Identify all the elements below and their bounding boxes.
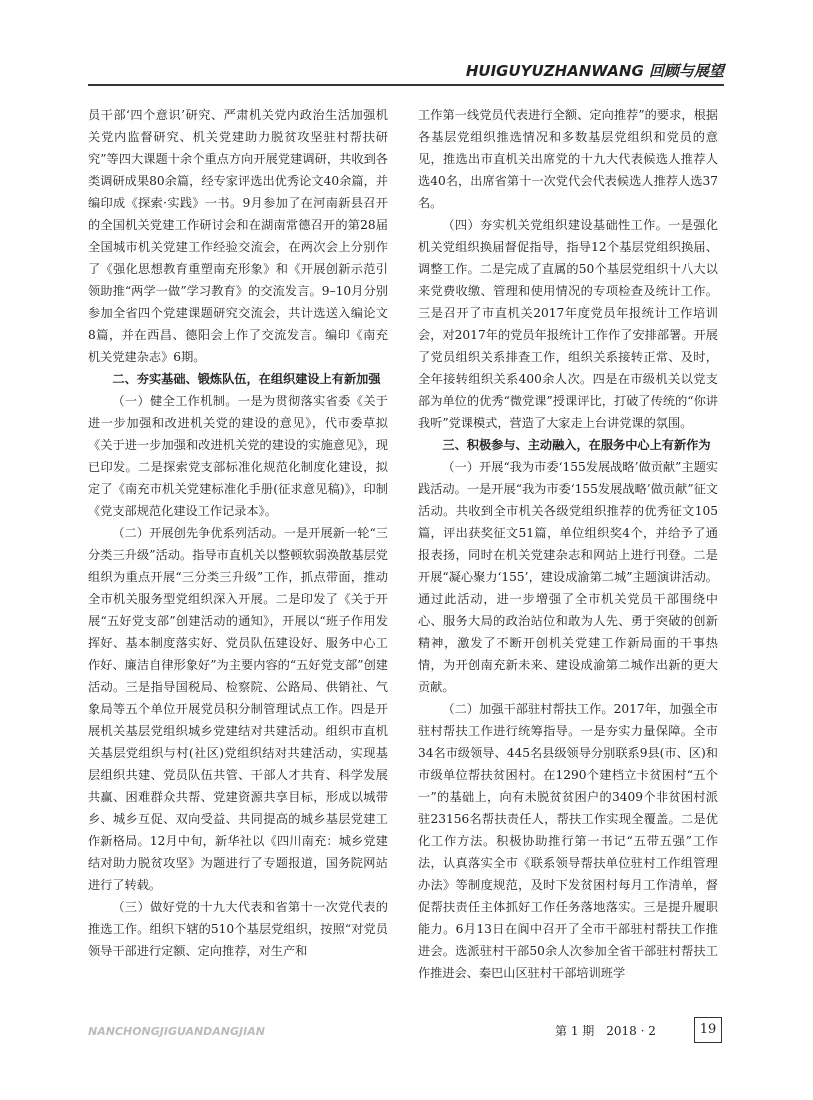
page-header xyxy=(88,56,724,88)
paragraph: （一）开展“我为市委‘155发展战略’做贡献”主题实践活动。一是开展“我为市委‘155发展战略’做贡献”征文活动。共收到全市机关各级党组织推荐的优秀征文105篇，评出获奖征文51篇，单位组织奖4个，并给予了通报表扬，同时在机关党建杂志和网站上进行刊登。二是开展“凝心聚力‘155’，建设成渝第二城”主题演讲活动。通过此活动，进一步增强了全市机关党员干部围绕中心、服务大局的政治站位和敢为人先、勇于突破的创新精神，激发了不断开创机关党建工作新局面的干事热情，为开创南充新未来、建设成渝第二城作出新的更大贡献。 xyxy=(418,460,718,694)
page-number: 19 xyxy=(694,1017,722,1043)
paragraph: （一）健全工作机制。一是为贯彻落实省委《关于进一步加强和改进机关党的建设的意见》，代市委草拟《关于进一步加强和改进机关党的建设的实施意见》，现已印发。二是探索党支部标准化规范化制度化建设，拟定了《南充市机关党建标准化手册(征求意见稿)》，印制《党支部规范化建设工作记录本》。 xyxy=(88,394,388,518)
section-heading: 三、积极参与、主动融入，在服务中心上有新作为 xyxy=(442,438,711,452)
paragraph-continued: 工作第一线党员代表进行全额、定向推荐”的要求，根据各基层党组织推选情况和多数基层党组织和党员的意见，推选出市直机关出席党的十九大代表候选人推荐人选40名，出席省第十一次党代会代表候选人推荐人选37名。 xyxy=(418,108,718,210)
paragraph: （二）加强干部驻村帮扶工作。2017年，加强全市驻村帮扶工作进行统筹指导。一是夯实力量保障。全市34名市级领导、445名县级领导分别联系9县(市、区)和市级单位帮扶贫困村。在1290个建档立卡贫困村“五个一”的基础上，向有未脱贫贫困户的3409个非贫困村派驻23156名帮扶责任人，帮扶工作实现全覆盖。二是优化工作方法。积极协助推行第一书记“五带五强”工作法，认真落实全市《联系领导帮扶单位驻村工作组管理办法》等制度规范，及时下发贫困村每月工作清单，督促帮扶责任主体抓好工作任务落地落实。三是提升履职能力。6月13日在阆中召开了全市干部驻村帮扶工作推进会。选派驻村干部50余人次参加全省干部驻村帮扶工作推进会、秦巴山区驻村干部培训班学 xyxy=(418,702,718,980)
right-column xyxy=(418,104,718,1054)
header-rule xyxy=(88,84,724,86)
section-heading: 二、夯实基础、锻炼队伍，在组织建设上有新加强 xyxy=(112,372,381,386)
issue-info: 第 1 期 2018 · 2 xyxy=(555,1024,656,1038)
journal-name: NANCHONGJIGUANDANGJIAN xyxy=(88,1025,265,1038)
left-column xyxy=(88,104,388,1054)
paragraph: （二）开展创先争优系列活动。一是开展新一轮“三分类三升级”活动。指导市直机关以整顿软弱涣散基层党组织为重点开展“三分类三升级”工作，抓点带面，推动全市机关服务型党组织深入开展。二是印发了《关于开展“五好党支部”创建活动的通知》，开展以“班子作用发挥好、基本制度落实好、党员队伍建设好、服务中心工作好、廉洁自律形象好”为主要内容的“五好党支部”创建活动。三是指导国税局、检察院、公路局、供销社、气象局等五个单位开展党员积分制管理试点工作。四是开展机关基层党组织城乡党建结对共建活动。组织市直机关基层党组织与村(社区)党组织结对共建活动，实现基层组织共建、党员队伍共管、干部人才共育、科学发展共赢、困难群众共帮、党建资源共享目标，形成以城带乡、城乡互促、双向受益、共同提高的城乡基层党建工作新格局。12月中旬，新华社以《四川南充：城乡党建结对助力脱贫攻坚》为题进行了专题报道，国务院网站进行了转载。 xyxy=(88,526,388,892)
paragraph: （四）夯实机关党组织建设基础性工作。一是强化机关党组织换届督促指导，指导12个基层党组织换届、调整工作。二是完成了直属的50个基层党组织十八大以来党费收缴、管理和使用情况的专项检查及统计工作。三是召开了市直机关2017年度党员年报统计工作培训会，对2017年的党员年报统计工作作了安排部署。开展了党员组织关系排查工作，组织关系接转正常、及时，全年接转组织关系400余人次。四是在市级机关以党支部为单位的优秀“微党课”授课评比，打破了传统的“你讲我听”党课模式，营造了大家走上台讲党课的氛围。 xyxy=(418,218,718,430)
paragraph: （三）做好党的十九大代表和省第十一次党代表的推选工作。组织下辖的510个基层党组织，按照“对党员领导干部进行定额、定向推荐，对生产和 xyxy=(88,900,388,958)
paragraph-continued: 员干部‘四个意识’研究、严肃机关党内政治生活加强机关党内监督研究、机关党建助力脱贫攻坚驻村帮扶研究”等四大课题十余个重点方向开展党建调研，共收到各类调研成果80余篇，经专家评选出优秀论文40余篇，并编印成《探索·实践》一书。9月参加了在河南新县召开的全国机关党建工作研讨会和在湖南常德召开的第28届全国城市机关党建工作经验交流会，在两次会上分别作了《强化思想教育重塑南充形象》和《开展创新示范引领助推“两学一做”学习教育》的交流发言。9–10月分别参加全省四个党建课题研究交流会，共计选送入编论文8篇，并在西昌、德阳会上作了交流发言。编印《南充机关党建杂志》6期。 xyxy=(88,108,388,364)
section-title: HUIGUYUZHANWANG 回顾与展望 xyxy=(465,62,724,80)
